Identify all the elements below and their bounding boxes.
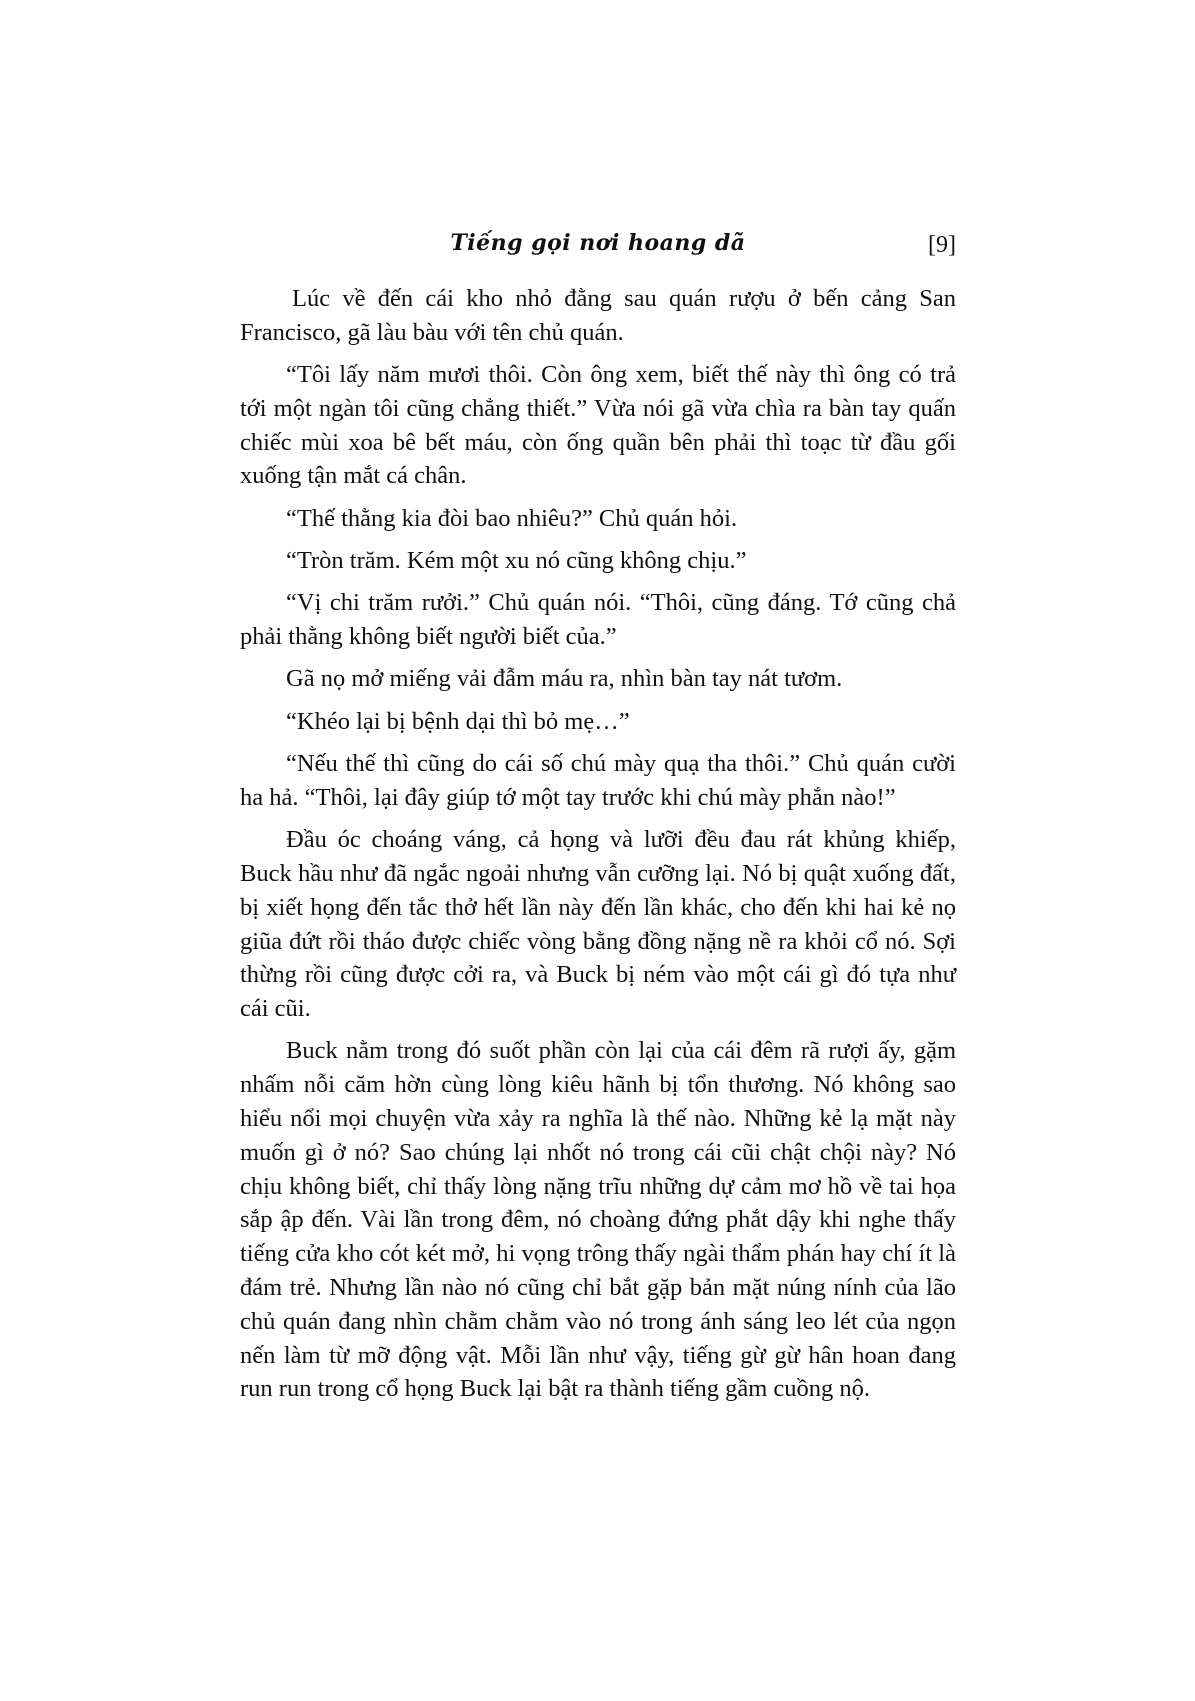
body-text	[240, 282, 956, 1415]
paragraph: “Thế thằng kia đòi bao nhiêu?” Chủ quán hỏi.	[286, 504, 738, 532]
page-number: [9]	[928, 232, 956, 258]
paragraph: “Vị chi trăm rưởi.” Chủ quán nói. “Thôi, cũng đáng. Tớ cũng chả phải thằng không biết người biết của.”	[240, 589, 956, 651]
paragraph: “Khéo lại bị bệnh dại thì bỏ mẹ…”	[286, 707, 630, 735]
running-title: Tiếng gọi nơi hoang dã	[450, 230, 746, 256]
paragraph: Buck nằm trong đó suốt phần còn lại của cái đêm rã rượi ấy, gặm nhấm nỗi căm hờn cùng lòng kiêu hãnh bị tổn thương. Nó không sao hiểu nổi mọi chuyện vừa xảy ra nghĩa là thế nào. Những kẻ lạ mặt này muốn gì ở nó? Sao chúng lại nhốt nó trong cái cũi chật chội này? Nó chịu không biết, chỉ thấy lòng nặng trĩu những dự cảm mơ hồ về tai họa sắp ập đến. Vài lần trong đêm, nó choàng đứng phắt dậy khi nghe thấy tiếng cửa kho cót két mở, hi vọng trông thấy ngài thẩm phán hay chí ít là đám trẻ. Nhưng lần nào nó cũng chỉ bắt gặp bản mặt núng nính của lão chủ quán đang nhìn chằm chằm vào nó trong ánh sáng leo lét của ngọn nến làm từ mỡ động vật. Mỗi lần như vậy, tiếng gừ gừ hân hoan đang run run trong cổ họng Buck lại bật ra thành tiếng gầm cuồng nộ.	[240, 1037, 956, 1403]
paragraph: Lúc về đến cái kho nhỏ đằng sau quán rượu ở bến cảng San Francisco, gã làu bàu với tên chủ quán.	[240, 285, 956, 346]
paragraph: “Nếu thế thì cũng do cái số chú mày quạ tha thôi.” Chủ quán cười ha hả. “Thôi, lại đây giúp tớ một tay trước khi chú mày phắn nào!”	[240, 750, 956, 811]
page-header	[240, 230, 956, 266]
paragraph: Đầu óc choáng váng, cả họng và lưỡi đều đau rát khủng khiếp, Buck hầu như đã ngắc ngoải nhưng vẫn cưỡng lại. Nó bị quật xuống đất, bị xiết họng đến tắc thở hết lần này đến lần khác, cho đến khi hai kẻ nọ giũa đứt rồi tháo được chiếc vòng bằng đồng nặng nề ra khỏi cổ nó. Sợi thừng rồi cũng được cởi ra, và Buck bị ném vào một cái gì đó tựa như cái cũi.	[240, 826, 956, 1023]
paragraph: Gã nọ mở miếng vải đẫm máu ra, nhìn bàn tay nát tươm.	[286, 665, 843, 693]
paragraph: “Tròn trăm. Kém một xu nó cũng không chịu.”	[286, 547, 747, 575]
paragraph: “Tôi lấy năm mươi thôi. Còn ông xem, biết thế này thì ông có trả tới một ngàn tôi cũng chẳng thiết.” Vừa nói gã vừa chìa ra bàn tay quấn chiếc mùi xoa bê bết máu, còn ống quần bên phải thì toạc từ đầu gối xuống tận mắt cá chân.	[240, 361, 956, 490]
